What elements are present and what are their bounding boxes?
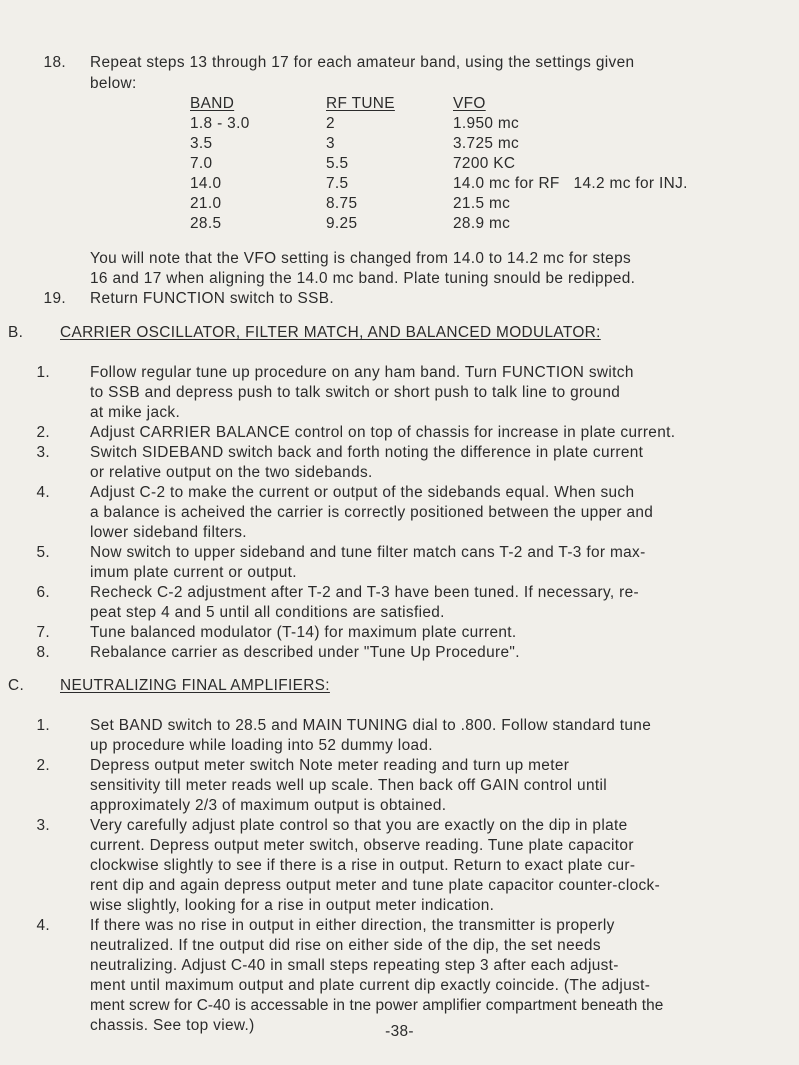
item-line: lower sideband filters. [90, 524, 247, 541]
section-heading: NEUTRALIZING FINAL AMPLIFIERS: [60, 677, 330, 694]
section-letter: B. [8, 324, 24, 341]
section-letter: C. [8, 677, 25, 694]
item-line: Recheck C-2 adjustment after T-2 and T-3 have been tuned. If necessary, re- [90, 584, 639, 601]
item-line: Set BAND switch to 28.5 and MAIN TUNING dial to .800. Follow standard tune [90, 717, 652, 734]
item-line: a balance is acheived the carrier is correctly positioned between the upper and [90, 504, 654, 521]
item-number: 6. [36, 584, 50, 601]
item-number: 3. [36, 817, 50, 834]
item-line: Rebalance carrier as described under "Tune Up Procedure". [90, 644, 520, 661]
table-cell: 5.5 [326, 155, 349, 172]
item-line: peat step 4 and 5 until all conditions are satisfied. [90, 604, 445, 621]
table-cell: 1.950 mc [453, 115, 520, 132]
item-line: to SSB and depress push to talk switch or short push to talk line to ground [90, 384, 621, 401]
item-line: Tune balanced modulator (T-14) for maximum plate current. [90, 624, 517, 641]
item-line: current. Depress output meter switch, observe reading. Tune plate capacitor [90, 837, 634, 854]
table-cell: 8.75 [326, 195, 358, 212]
section-heading: CARRIER OSCILLATOR, FILTER MATCH, AND BALANCED MODULATOR: [60, 324, 601, 341]
item-line: chassis. See top view.) [90, 1017, 255, 1034]
item-line: Very carefully adjust plate control so that you are exactly on the dip in plate [90, 817, 628, 834]
table-cell: 7.0 [190, 155, 213, 172]
item-line: ment until maximum output and plate current dip exactly coincide. (The adjust- [90, 977, 651, 994]
item-number: 2. [36, 424, 50, 441]
table-cell: 3 [326, 135, 335, 152]
table-cell: 21.0 [190, 195, 222, 212]
item-line: Follow regular tune up procedure on any ham band. Turn FUNCTION switch [90, 364, 634, 381]
item-number: 5. [36, 544, 50, 561]
item-line: sensitivity till meter reads well up scale. Then back off GAIN control until [90, 777, 608, 794]
item-number: 7. [36, 624, 50, 641]
item-line: Adjust CARRIER BALANCE control on top of chassis for increase in plate current. [90, 424, 676, 441]
item-line: at mike jack. [90, 404, 181, 421]
table-cell: 21.5 mc [453, 195, 511, 212]
item-line: rent dip and again depress output meter and tune plate capacitor counter-clock- [90, 877, 661, 894]
item-number: 4. [36, 484, 50, 501]
item-number: 8. [36, 644, 50, 661]
item-line: up procedure while loading into 52 dummy load. [90, 737, 433, 754]
table-header-band: BAND [190, 95, 235, 112]
step-text-line: below: [90, 75, 137, 92]
table-header-vfo: VFO [453, 95, 486, 112]
table-cell: 1.8 - 3.0 [190, 115, 250, 132]
item-number: 3. [36, 444, 50, 461]
table-cell: 14.0 [190, 175, 222, 192]
step-number: 18. [43, 54, 66, 71]
item-line: imum plate current or output. [90, 564, 297, 581]
item-line: approximately 2/3 of maximum output is obtained. [90, 797, 447, 814]
item-line: wise slightly, looking for a rise in output meter indication. [90, 897, 495, 914]
step-text-line: Return FUNCTION switch to SSB. [90, 290, 334, 307]
note-line: You will note that the VFO setting is changed from 14.0 to 14.2 mc for steps [90, 250, 632, 267]
item-line: or relative output on the two sidebands. [90, 464, 373, 481]
step-number: 19. [43, 290, 66, 307]
table-header-rf-tune: RF TUNE [326, 95, 395, 112]
note-line: 16 and 17 when aligning the 14.0 mc band. Plate tuning snould be redipped. [90, 270, 636, 287]
item-line: If there was no rise in output in either direction, the transmitter is properly [90, 917, 615, 934]
item-number: 1. [36, 364, 50, 381]
item-line: Now switch to upper sideband and tune filter match cans T-2 and T-3 for max- [90, 544, 646, 561]
item-line: Adjust C-2 to make the current or output of the sidebands equal. When such [90, 484, 635, 501]
item-line: Depress output meter switch Note meter reading and turn up meter [90, 757, 570, 774]
item-line: neutralized. If tne output did rise on either side of the dip, the set needs [90, 937, 601, 954]
table-cell: 7.5 [326, 175, 349, 192]
table-cell: 3.725 mc [453, 135, 520, 152]
table-cell: 28.9 mc [453, 215, 511, 232]
item-number: 1. [36, 717, 50, 734]
table-cell: 2 [326, 115, 335, 132]
item-line: neutralizing. Adjust C-40 in small steps repeating step 3 after each adjust- [90, 957, 619, 974]
table-cell: 28.5 [190, 215, 222, 232]
item-line: ment screw for C-40 is accessable in tne power amplifier compartment beneath the [90, 997, 664, 1014]
item-line: Switch SIDEBAND switch back and forth noting the difference in plate current [90, 444, 644, 461]
item-number: 2. [36, 757, 50, 774]
step-text-line: Repeat steps 13 through 17 for each amateur band, using the settings given [90, 54, 635, 71]
table-cell: 9.25 [326, 215, 358, 232]
page-number: -38- [385, 1023, 414, 1040]
item-number: 4. [36, 917, 50, 934]
table-cell: 14.0 mc for RF 14.2 mc for INJ. [453, 175, 688, 192]
table-cell: 7200 KC [453, 155, 516, 172]
table-cell: 3.5 [190, 135, 213, 152]
item-line: clockwise slightly to see if there is a rise in output. Return to exact plate cur- [90, 857, 636, 874]
